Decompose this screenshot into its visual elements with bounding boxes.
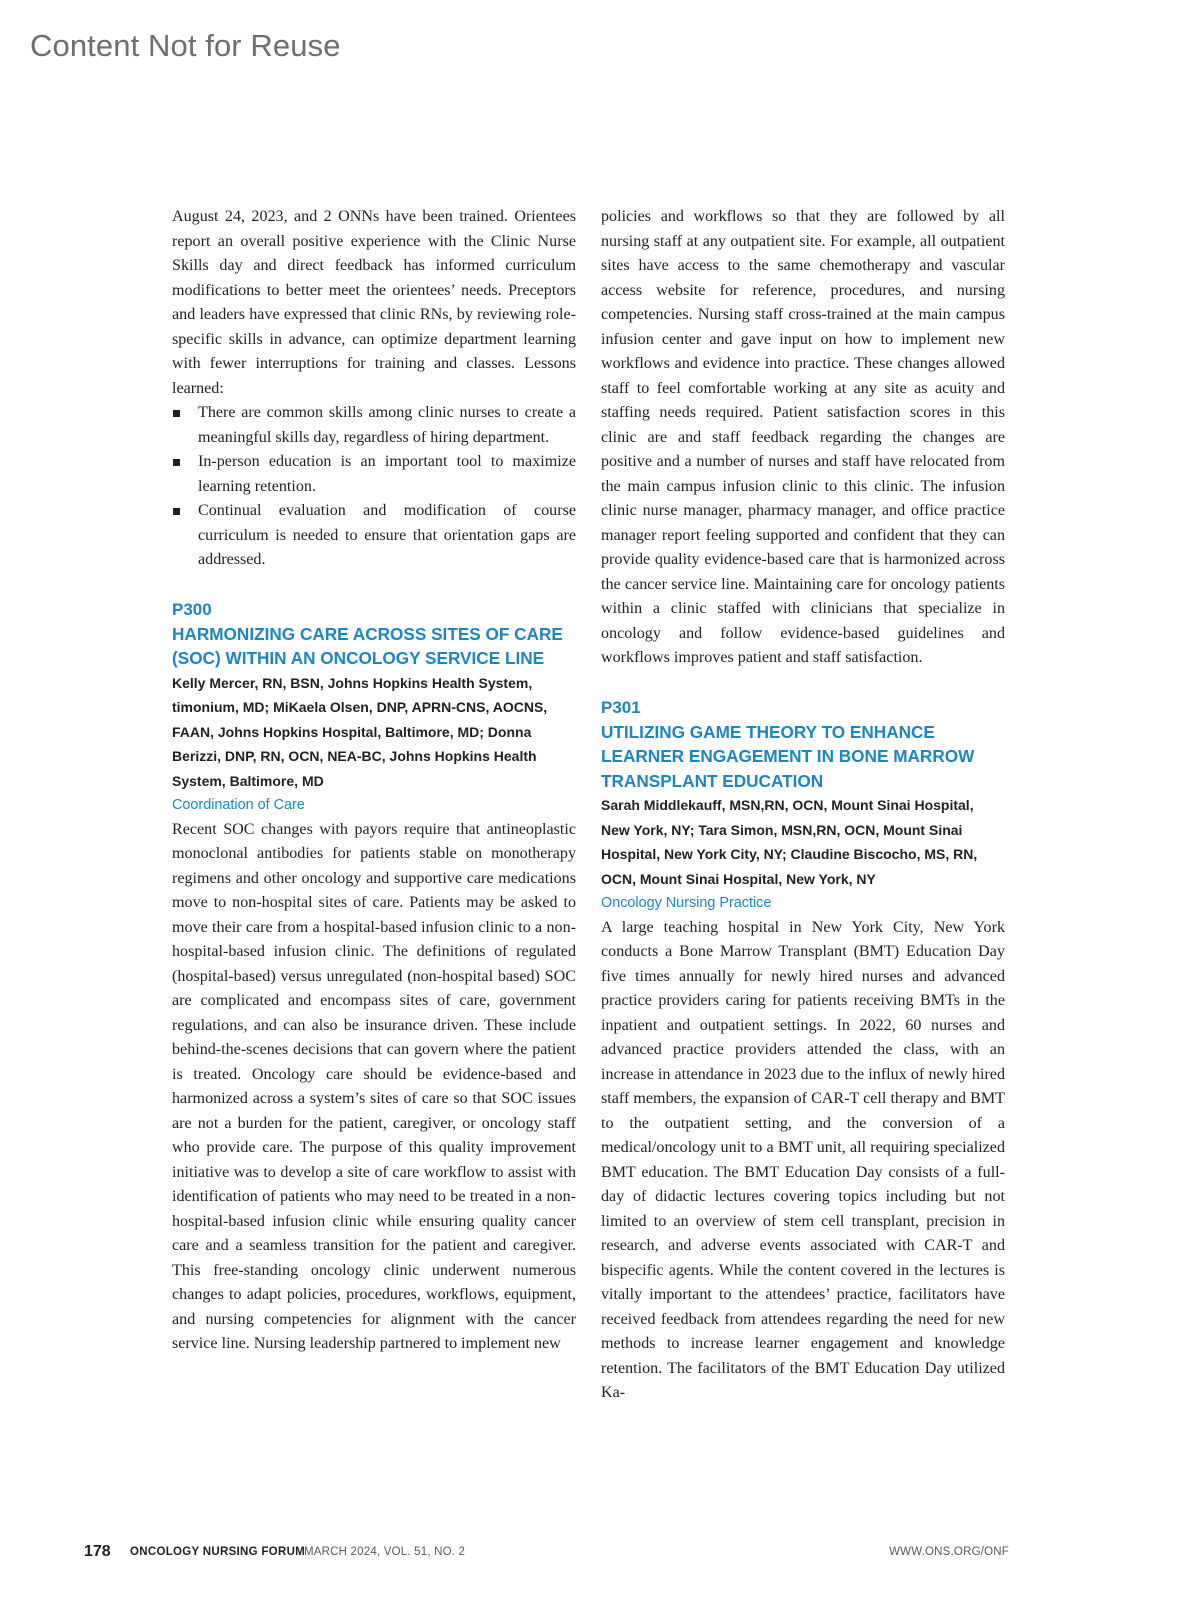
abstract-body: Recent SOC changes with payors require that antineoplastic monoclonal antibodies for patients stable on monotherapy regimens and other oncology and supportive care medications move to non-hospital sites of care. Patients may be asked to move their care from a hospital-based infusion clinic to a non-hospital-based infusion clinic. The definitions of regulated (hospital-based) versus unregulated (non-hospital based) SOC are complicated and encompass sites of care, government regulations, and can also be insurance driven. These include behind-the-scenes decisions that can govern where the patient is treated. Oncology care should be evidence-based and harmonized across a system’s sites of care so that SOC issues are not a burden for the patient, caregiver, or oncology staff who provide care. The purpose of this quality improvement initiative was to develop a site of care workflow to assist with identification of patients who may need to be treated in a non-hospital-based infusion clinic while ensuring quality cancer care and a seamless transition for the patient and caregiver. This free-standing oncology clinic underwent numerous changes to adapt policies, procedures, workflows, equipment, and nursing competencies for alignment with the cancer service line. Nursing leadership partnered to implement new: [172, 820, 576, 1352]
issue-info: MARCH 2024, VOL. 51, NO. 2: [304, 1546, 466, 1558]
abstract-p300: [172, 598, 576, 1357]
watermark: Content Not for Reuse: [30, 28, 341, 63]
abstract-authors: Kelly Mercer, RN, BSN, Johns Hopkins Health System, timonium, MD; MiKaela Olsen, DNP, APRN-CNS, AOCNS, FAAN, Johns Hopkins Hospital, Baltimore, MD; Donna Berizzi, DNP, RN, OCN, NEA-BC, Johns Hopkins Health System, Baltimore, MD: [172, 674, 548, 789]
bullet-square-icon: [173, 410, 180, 417]
abstract-body: A large teaching hospital in New York City, New York conducts a Bone Marrow Transplant (BMT) Education Day five times annually for newly hired nurses and advanced practice providers caring for patients receiving BMTs in the inpatient and outpatient settings. In 2022, 60 nurses and advanced practice providers attended the class, with an increase in attendance in 2023 due to the influx of newly hired staff members, the expansion of CAR-T cell therapy and BMT to the outpatient setting, and the conversion of a medical/oncology unit to a BMT unit, all requiring specialized BMT education. The BMT Education Day consists of a full-day of didactic lectures covering topics including but not limited to an overview of stem cell transplant, precision in research, and adverse events associated with CAR-T and bispecific agents. While the content covered in the lectures is vitally important to the attendees’ practice, facilitators have received feedback from attendees regarding the need for new methods to increase learner engagement and knowledge retention. The facilitators of the BMT Education Day utilized Ka-: [601, 918, 1005, 1401]
abstract-category: Oncology Nursing Practice: [601, 895, 772, 911]
list-item-text: In-person education is an important tool to maximize learning retention.: [198, 453, 576, 495]
page-footer: [84, 1543, 1009, 1563]
list-item: [172, 499, 576, 573]
intro-paragraph: August 24, 2023, and 2 ONNs have been trained. Orientees report an overall positive experience with the Clinic Nurse Skills day and direct feedback has informed curriculum modifications to better meet the orientees’ needs. Preceptors and leaders have expressed that clinic RNs, by reviewing role-specific skills in advance, can optimize department learning with fewer interruptions for training and classes. Lessons learned:: [172, 208, 576, 397]
list-item-text: Continual evaluation and modification of course curriculum is needed to ensure that orientation gaps are addressed.: [198, 502, 576, 568]
journal-name: ONCOLOGY NURSING FORUM: [130, 1546, 306, 1558]
page-number: 178: [84, 1543, 111, 1560]
right-column: [601, 205, 1005, 1406]
left-column: [172, 205, 576, 1357]
abstract-id: P300: [172, 599, 212, 619]
journal-url: WWW.ONS.ORG/ONF: [889, 1546, 1009, 1558]
lessons-list: [172, 401, 576, 573]
list-item: [172, 401, 576, 450]
abstract-title: HARMONIZING CARE ACROSS SITES OF CARE (SOC) WITHIN AN ONCOLOGY SERVICE LINE: [172, 623, 563, 668]
abstract-id: P301: [601, 697, 641, 717]
abstract-category: Coordination of Care: [172, 797, 305, 813]
abstract-authors: Sarah Middlekauff, MSN,RN, OCN, Mount Sinai Hospital, New York, NY; Tara Simon, MSN,RN, OCN, Mount Sinai Hospital, New York City, NY; Claudine Biscocho, MS, RN, OCN, Mount Sinai Hospital, New York, NY: [601, 797, 978, 887]
bullet-square-icon: [173, 508, 180, 515]
list-item-text: There are common skills among clinic nurses to create a meaningful skills day, regardless of hiring department.: [198, 404, 576, 446]
bullet-square-icon: [173, 459, 180, 466]
continuation-paragraph: policies and workflows so that they are followed by all nursing staff at any outpatient site. For example, all outpatient sites have access to the same chemotherapy and vascular access website for reference, procedures, and nursing competencies. Nursing staff cross-trained at the main campus infusion center and gave input on how to implement new workflows and evidence into practice. These changes allowed staff to feel comfortable working at any site as acuity and staffing needs required. Patient satisfaction scores in this clinic are and staff feedback regarding the changes are positive and a number of nurses and staff have relocated from the main campus infusion clinic to this clinic. The infusion clinic nurse manager, pharmacy manager, and office practice manager report feeling supported and confident that they can provide quality evidence-based care that is harmonized across the cancer service line. Maintaining care for oncology patients within a clinic staffed with clinicians that specialize in oncology and follow evidence-based guidelines and workflows improves patient and staff satisfaction.: [601, 208, 1005, 666]
abstract-p301: [601, 696, 1005, 1406]
abstract-title: UTILIZING GAME THEORY TO ENHANCE LEARNER ENGAGEMENT IN BONE MARROW TRANSPLANT EDUCATION: [601, 721, 975, 791]
list-item: [172, 450, 576, 499]
